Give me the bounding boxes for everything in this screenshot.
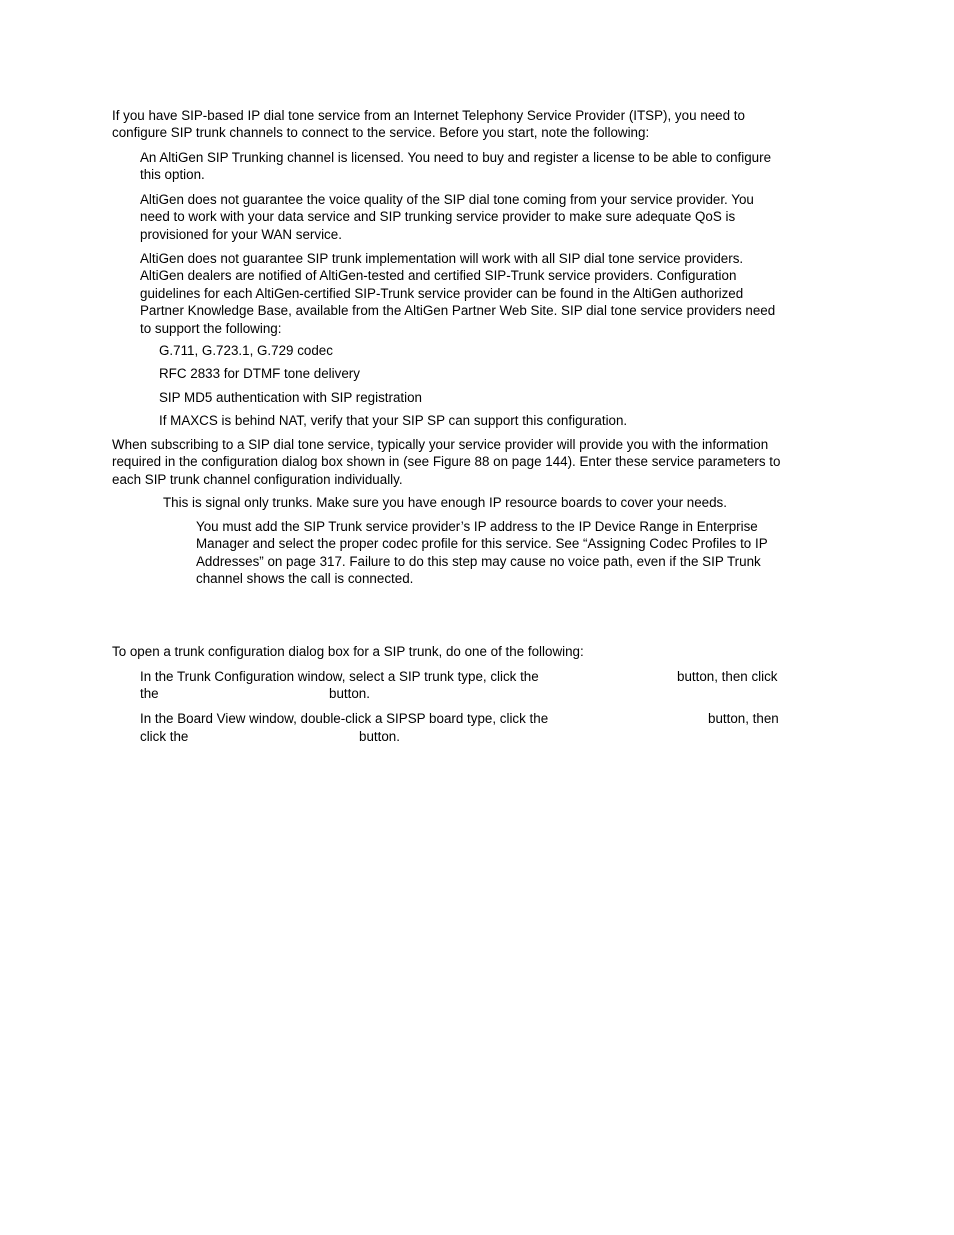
step2-text-c: click the bbox=[140, 729, 189, 744]
step1-text-d: button. bbox=[329, 686, 370, 701]
voice-quality-note: AltiGen does not guarantee the voice quality of the SIP dial tone coming from your service provider. You need to work with your data service and SIP trunking service provider to make sure adequate QoS is provisioned for your WAN service. bbox=[140, 192, 754, 242]
requirement-nat: If MAXCS is behind NAT, verify that your SIP SP can support this configuration. bbox=[159, 413, 628, 428]
step2-text-b: button, then bbox=[708, 711, 779, 726]
signal-only-note: This is signal only trunks. Make sure you have enough IP resource boards to cover your needs. bbox=[163, 495, 727, 510]
step1-text-c: the bbox=[140, 686, 159, 701]
step1-text-a: In the Trunk Configuration window, select a SIP trunk type, click the bbox=[140, 669, 539, 684]
provider-compatibility-note: AltiGen does not guarantee SIP trunk implementation will work with all SIP dial tone service providers. AltiGen dealers are notified of AltiGen-tested and certified SIP-Trunk service providers. Configuration guidelines for each AltiGen-certified SIP-Trunk service provider can be found in the AltiGen authorized Partner Knowledge Base, available from the AltiGen Partner Web Site. SIP dial tone service providers need to support the following: bbox=[140, 251, 776, 336]
step2-text-d: button. bbox=[359, 729, 400, 744]
requirement-dtmf: RFC 2833 for DTMF tone delivery bbox=[159, 366, 360, 381]
step1-text-b: button, then click bbox=[677, 669, 778, 684]
requirement-codec: G.711, G.723.1, G.729 codec bbox=[159, 343, 333, 358]
intro-paragraph: If you have SIP-based IP dial tone service from an Internet Telephony Service Provider (ITSP), you need to configure SIP trunk channels to connect to the service. Before you start, note the following: bbox=[112, 108, 745, 141]
open-dialog-intro: To open a trunk configuration dialog box for a SIP trunk, do one of the following: bbox=[112, 644, 584, 659]
subscribing-paragraph: When subscribing to a SIP dial tone service, typically your service provider will provide you with the information required in the configuration dialog box shown in (see Figure 88 on page 144). Enter these service parameters to each SIP trunk channel configuration individually. bbox=[112, 437, 781, 487]
license-note: An AltiGen SIP Trunking channel is licensed. You need to buy and register a license to be able to configure this option. bbox=[140, 150, 772, 183]
step2-text-a: In the Board View window, double-click a SIPSP board type, click the bbox=[140, 711, 549, 726]
ip-device-range-note: You must add the SIP Trunk service provider’s IP address to the IP Device Range in Enterprise Manager and select the proper codec profile for this service. See “Assigning Codec Profiles to IP Addresses” on page 317. Failure to do this step may cause no voice path, even if the SIP Trunk channel shows the call is connected. bbox=[196, 519, 768, 587]
requirement-md5: SIP MD5 authentication with SIP registration bbox=[159, 390, 422, 405]
